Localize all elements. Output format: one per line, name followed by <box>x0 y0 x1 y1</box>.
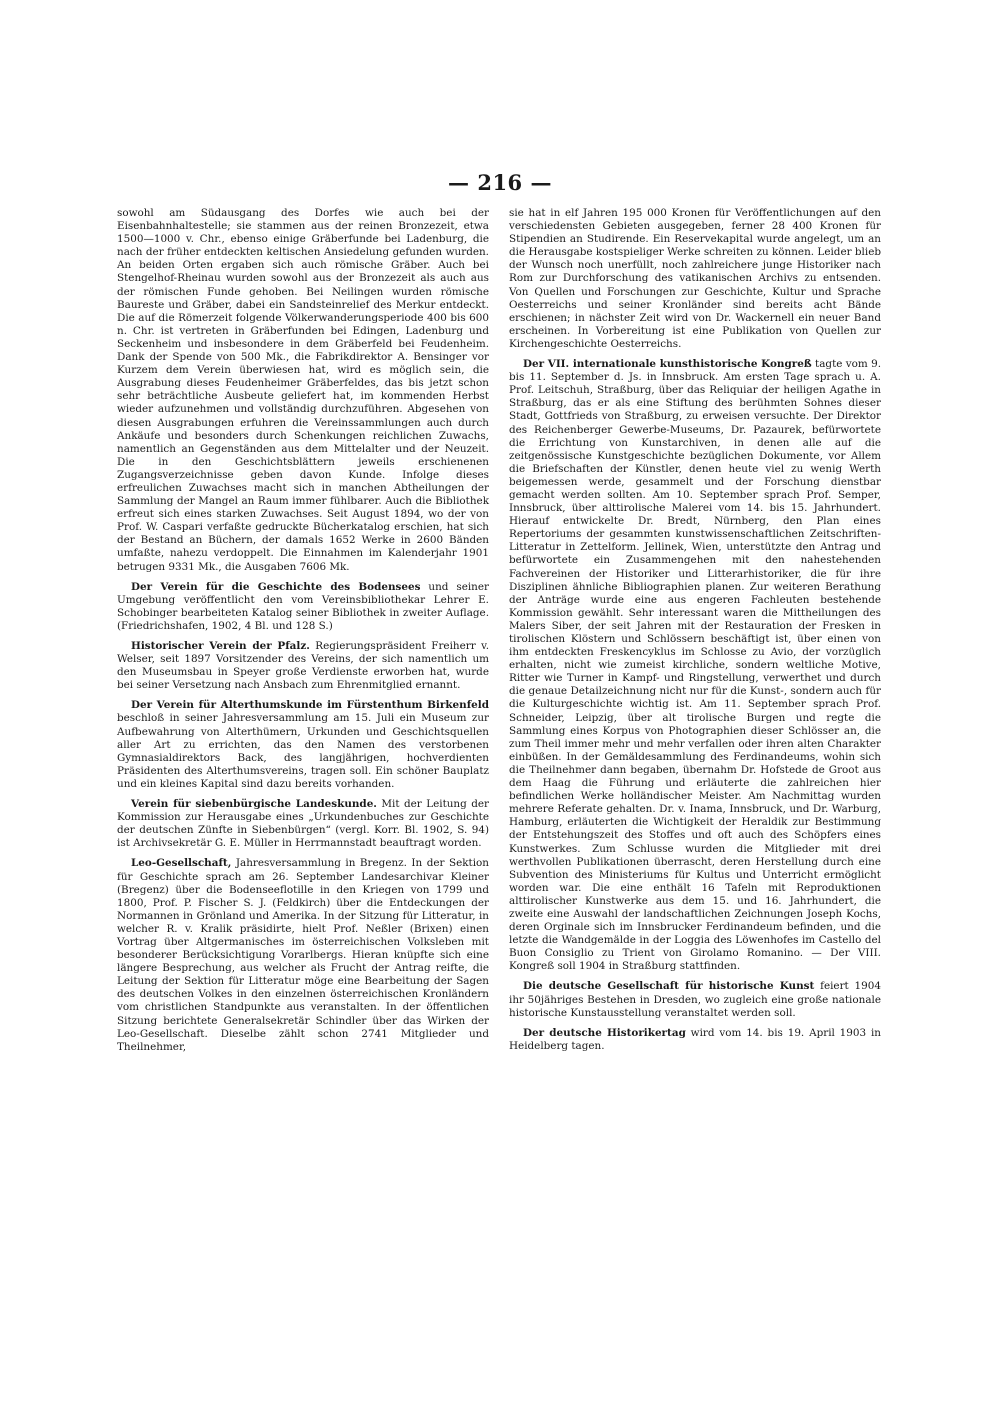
paragraph-heading: Der deutsche Historikertag <box>523 1026 686 1039</box>
left-column <box>117 207 489 1054</box>
paragraph-heading: Historischer Verein der Pfalz. <box>131 640 310 652</box>
paragraph-heading: Der VII. internationale kunsthistorische Kongreß <box>523 358 812 371</box>
paragraph-text: Mit der Leitung der Kommission zur Herausgabe eines „Urkundenbuches zur Geschichte der deutschen Zünfte in Siebenbürgen“ (vergl. Korr. Bl. 1902, S. 94) ist Archivsekretär G. E. Müller in Herrmannstadt beauftragt worden. <box>117 798 489 850</box>
right-column <box>509 207 881 1053</box>
paragraph-leo-continued <box>509 207 881 351</box>
paragraph-heading: Leo-Gesellschaft, <box>131 857 232 870</box>
page-number: — 216 — <box>448 170 552 195</box>
paragraph-birkenfeld <box>117 699 489 791</box>
paragraph-text: Jahresversammlung in Bregenz. In der Sektion für Geschichte sprach am 26. September Landesarchivar Kleiner (Bregenz) über die Bodenseeflotille in den Kriegen von 1799 und 1800, Prof. P. Fischer S. J. (Feldkirch) über die Entdeckungen der Normannen in Grönland und Amerika. In der Sitzung für Litteratur, in welcher R. v. Kralik präsidirte, hielt Prof. Neßler (Brixen) einen Vortrag über Altgermanisches im österreichischen Volksleben mit besonderer Berücksichtigung Vorarlbergs. Hieran knüpfte sich eine längere Besprechung, aus welcher als Frucht der Antrag reifte, die Leitung der Sektion für Litteratur möge eine Bearbeitung der Sagen des deutschen Volkes in den einzelnen österreichischen Kronländern vom christlichen Standpunkte aus veranstalten. In der öffentlichen Sitzung berichtete Generalsekretär Schindler über das Wirken der Leo-Gesellschaft. Dieselbe zählt schon 2741 Mitglieder und Theilnehmer, <box>117 857 489 1053</box>
paragraph-text: feiert 1904 ihr 50jähriges Bestehen in Dresden, wo zugleich eine große nationale historische Kunstausstellung veranstaltet werden soll. <box>509 980 881 1019</box>
paragraph-historikertag <box>509 1027 881 1053</box>
paragraph-text: tagte vom 9. bis 11. September d. Js. in Innsbruck. Am ersten Tage sprach u. A. Prof. Leitschuh, Straßburg, über das Reliquiar der heiligen Agathe in Straßburg, das er als eine Stiftung des berühmten Sohnes dieser Stadt, Gottfrieds von Straßburg, zu erweisen versuchte. Der Direktor des Reichenberger Gewerbe-Museums, Dr. Pazaurek, befürwortete die Errichtung von Kunstarchiven, in denen alle auf die zeitgenössische Kunstgeschichte bezüglichen Dokumente, vor Allem die Briefschaften der Künstler, denen heute viel zu wenig Werth beigemessen werde, gesammelt und der Forschung dienstbar gemacht werden sollten. Am 10. September sprach Prof. Semper, Innsbruck, über alttirolische Malerei vom 14. bis 15. Jahrhundert. Hierauf entwickelte Dr. Bredt, Nürnberg, den Plan eines Repertoriums der gesammten kunstwissenschaftlichen Zeitschriften-Litteratur in Zettelform. Jellinek, Wien, unterstützte den Antrag und befürwortete ein Zusammengehen mit den nahestehenden Fachvereinen der Historiker und Litterarhistoriker, die für ihre Disziplinen ähnliche Bibliographien planen. Zur weiteren Berathung der Anträge wurde eine aus engeren Fachleuten bestehende Kommission gewählt. Sehr interessant waren die Mittheilungen des Malers Siber, der seit Jahren mit der Restauration der Fresken in tirolischen Klöstern und Schlössern beschäftigt ist, über einen von ihm entdeckten Freskencyklus im Schlosse zu Avio, der vorzüglich erhalten, nicht wie zumeist kirchliche, sondern weltliche Motive, Ritter wie Turner in Kampf- und Ringstellung, verwerthet und durch die genaue Detailzeichnung nicht nur für die Kunst-, sondern auch für die Kulturgeschichte wichtig ist. Am 11. September sprach Prof. Schneider, Leipzig, über alt tirolische Burgen und regte die Sammlung eines Korpus von Photographien dieser Schlösser an, die zum Theil immer mehr und mehr verfallen oder ihren alten Charakter einbüßen. In der Gemäldesammlung des Ferdinandeums, wohin sich die Theilnehmer dann begaben, übernahm Dr. Hofstede de Groot aus dem Haag die Führung und erläuterte die zahlreichen hier befindlichen Werke holländischer Meister. Am Nachmittag wurden mehrere Referate gehalten. Dr. v. Inama, Innsbruck, und Dr. Warburg, Hamburg, erläuterten die Wichtigkeit der Heraldik zur Bestimmung der Entstehungszeit des Stoffes und oft auch des Schöpfers eines Kunstwerkes. Zum Schlusse wurden die Mitglieder mit drei werthvollen Publikationen überrascht, deren Herstellung durch eine Subvention des Ministeriums für Kultus und Unterricht ermöglicht worden war. Die eine enthält 16 Tafeln mit Reproduktionen alttirolischer Kunstwerke aus dem 15. und 16. Jahrhundert, die zweite eine Auswahl der landschaftlichen Zeichnungen Joseph Kochs, deren Orginale sich im Innsbrucker Ferdinandeum befinden, und die letzte die Wandgemälde in der Loggia des Löwenhofes im Castello del Buon Consiglio zu Trient von Girolamo Romanino. — Der VIII. Kongreß soll 1904 in Straßburg stattfinden. <box>509 358 881 973</box>
paragraph-text: Regierungspräsident Freiherr v. Welser, seit 1897 Vorsitzender des Vereins, der sich namentlich um den Museumsbau in Speyer große Verdienste erworben hat, wurde bei seiner Versetzung nach Ansbach zum Ehrenmitglied ernannt. <box>117 640 490 692</box>
paragraph-heading: Die deutsche Gesellschaft für historische Kunst <box>523 980 815 993</box>
paragraph-text: sowohl am Südausgang des Dorfes wie auch bei der Eisenbahnhaltestelle; sie stammen aus der reinen Bronzezeit, etwa 1500—1000 v. Chr., ebenso einige Gräberfunde bei Ladenburg, die nach der früher entdeckten keltischen Ansiedelung gefunden wurden. An beiden Orten ergaben sich auch römische Gräber. Auch bei Stengelhof-Rheinau wurden sowohl aus der Bronzezeit als auch aus der römischen Funde gehoben. Bei Neilingen wurden römische Baureste und Gräber, dabei ein Sandsteinrelief des Merkur entdeckt. Die auf die Römerzeit folgende Völkerwanderungsperiode 400 bis 600 n. Chr. ist vertreten in Gräberfunden bei Edingen, Ladenburg und Seckenheim und insbesondere in dem Gräberfeld bei Feudenheim. Dank der Spende von 500 Mk., die Fabrikdirektor A. Bensinger vor Kurzem dem Verein überwiesen hat, wird es möglich sein, die Ausgrabung dieses Feudenheimer Gräberfeldes, das bis jetzt schon sehr beträchtliche Ausbeute geliefert hat, im kommenden Herbst wieder aufzunehmen und vollständig durchzuführen. Abgesehen von diesen Ausgrabungen erfuhren die Vereinssammlungen auch durch Ankäufe und besonders durch Schenkungen reichlichen Zuwachs, namentlich an Gegenständen aus dem Mittelalter und der Neuzeit. Die in den Geschichtsblättern jeweils erschienenen Zugangsverzeichnisse geben davon Kunde. Infolge dieses erfreulichen Zuwachses macht sich in manchen Abtheilungen der Sammlung der Mangel an Raum immer fühlbarer. Auch die Bibliothek erfreut sich eines starken Zuwachses. Seit August 1894, wo der von Prof. W. Caspari verfaßte gedruckte Bücherkatalog erschien, hat sich der Bestand an Büchern, der damals 1652 Werke in 2600 Bänden umfaßte, nahezu verdoppelt. Die Einnahmen im Kalenderjahr 1901 betrugen 9331 Mk., die Ausgaben 7606 Mk. <box>117 207 489 573</box>
paragraph-historische-kunst <box>509 980 881 1019</box>
paragraph-text: beschloß in seiner Jahresversammlung am 15. Juli ein Museum zur Aufbewahrung von Alterthümern, Urkunden und Geschichtsquellen aller Art zu errichten, das den Namen des verstorbenen Gymnasialdirektors Back, des langjährigen, hochverdienten Präsidenten des Alterthumsvereins, tragen soll. Ein schöner Bauplatz und ein kleines Kapital sind dazu bereits vorhanden. <box>117 712 489 790</box>
paragraph-excavations <box>117 207 489 574</box>
paragraph-text: wird vom 14. bis 19. April 1903 in Heidelberg tagen. <box>509 1026 881 1052</box>
paragraph-siebenbuergen <box>117 798 489 850</box>
paragraph-text: sie hat in elf Jahren 195 000 Kronen für Veröffentlichungen auf den verschiedensten Gebieten ausgegeben, ferner 28 400 Kronen für Stipendien an Studirende. Ein Reservekapital wurde angelegt, um an die Herausgabe kostspieliger Werke schreiten zu können. Leider blieb der Wunsch noch unerfüllt, noch zahlreichere junge Historiker nach Rom zur Durchforschung des vatikanischen Archivs zu entsenden. Von Quellen und Forschungen zur Geschichte, Kultur und Sprache Oesterreichs und seiner Kronländer sind bereits acht Bände erschienen; in nächster Zeit wird von Dr. Wackernell ein neuer Band erscheinen. In Vorbereitung ist eine Publikation von Quellen zur Kirchengeschichte Oesterreichs. <box>509 207 881 350</box>
paragraph-text: und seiner Umgebung veröffentlicht den vom Vereinsbibliothekar Lehrer E. Schobinger bearbeiteten Katalog seiner Bibliothek in zweiter Auflage. (Friedrichshafen, 1902, 4 Bl. und 128 S.) <box>117 580 489 632</box>
paragraph-kunsthistorischer-kongress <box>509 358 881 973</box>
paragraph-bodensee <box>117 581 489 633</box>
paragraph-heading: Der Verein für Alterthumskunde im Fürstenthum Birkenfeld <box>131 699 489 712</box>
paragraph-heading: Verein für siebenbürgische Landeskunde. <box>131 798 377 811</box>
paragraph-pfalz <box>117 640 489 692</box>
paragraph-leo-gesellschaft <box>117 857 489 1053</box>
paragraph-heading: Der Verein für die Geschichte des Bodensees <box>131 580 421 593</box>
